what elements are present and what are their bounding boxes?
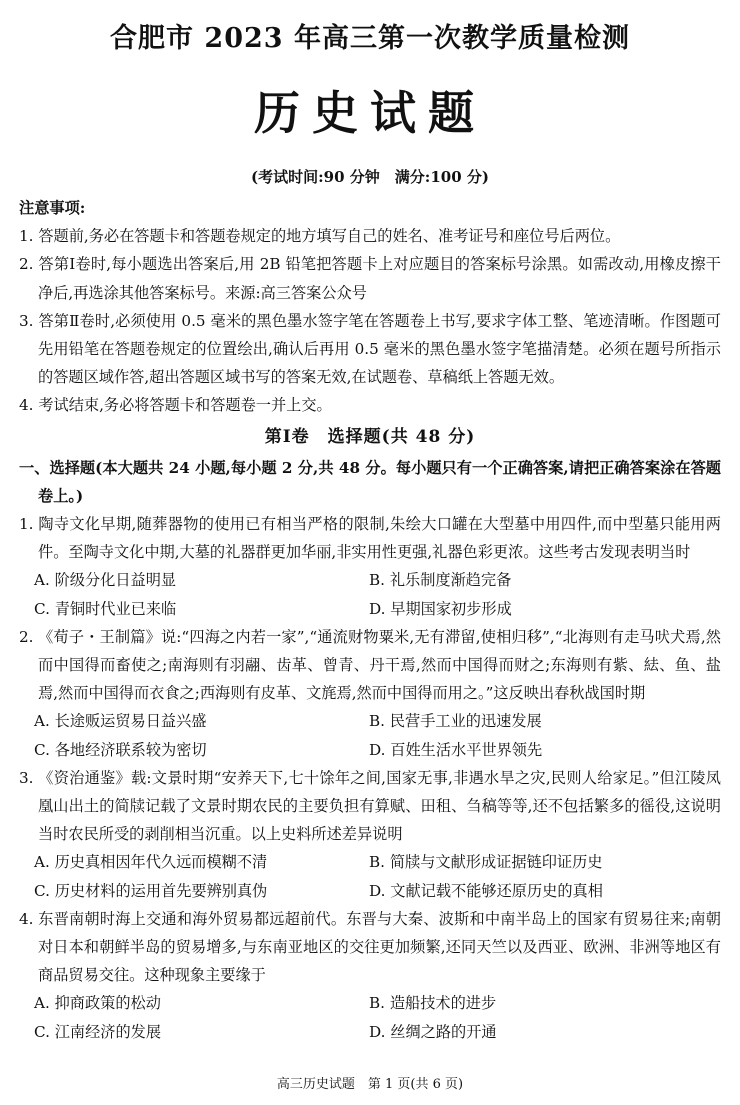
- question-number: 2.: [19, 627, 34, 646]
- question-number: 4.: [19, 909, 34, 928]
- option-a: A. 历史真相因年代久远而模糊不清: [34, 853, 268, 872]
- exam-meta: (考试时间:90 分钟 满分:100 分): [251, 168, 489, 186]
- option-a: A. 抑商政策的松动: [34, 994, 161, 1013]
- question-number: 1.: [19, 515, 34, 534]
- note-item: 4. 考试结束,务必将答题卡和答题卷一并上交。: [19, 396, 332, 415]
- option-c: C. 青铜时代业已来临: [34, 599, 177, 618]
- option-d: D. 早期国家初步形成: [369, 599, 512, 618]
- question-number: 3.: [19, 768, 34, 787]
- notes-label: 注意事项:: [19, 199, 86, 217]
- option-d: D. 文献记载不能够还原历史的真相: [369, 881, 603, 900]
- question: [19, 623, 721, 764]
- option-b: B. 民营手工业的迅速发展: [369, 712, 542, 731]
- options: [19, 989, 721, 1045]
- options: [19, 707, 721, 763]
- section-title: 第Ⅰ卷 选择题(共 48 分): [264, 426, 476, 447]
- option-c: C. 江南经济的发展: [34, 1022, 162, 1041]
- section-instruction: 一、选择题(本大题共 24 小题,每小题 2 分,共 48 分。每小题只有一个正确答案,请把正确答案涂在答题卷上。): [19, 458, 721, 505]
- subject-title: 历史试题: [254, 86, 486, 140]
- question: [19, 905, 721, 1046]
- option-a: A. 阶级分化日益明显: [34, 571, 177, 590]
- option-c: C. 历史材料的运用首先要辨别真伪: [34, 881, 268, 900]
- question: [19, 510, 721, 623]
- options: [19, 848, 721, 904]
- question: [19, 764, 721, 905]
- option-d: D. 丝绸之路的开通: [369, 1022, 497, 1041]
- question-stem: 《荀子・王制篇》说:“四海之内若一家”,“通流财物粟米,无有滞留,使相归移”,“北海则有走马吠犬焉,然而中国得而畜使之;南海则有羽翮、齿革、曾青、丹干焉,然而中国得而财之;东海则有紫、紶、鱼、盐焉,然而中国得而衣食之;西海则有皮革、文旄焉,然而中国得而用之。”这反映出春秋战国时期: [38, 627, 721, 703]
- note-item: 1. 答题前,务必在答题卡和答题卷规定的地方填写自己的姓名、准考证号和座位号后两位。: [19, 227, 621, 246]
- option-b: B. 礼乐制度渐趋完备: [369, 571, 512, 590]
- option-a: A. 长途贩运贸易日益兴盛: [34, 712, 207, 731]
- exam-title: 合肥市 2023 年高三第一次教学质量检测: [110, 23, 630, 54]
- exam-body: [19, 194, 721, 1046]
- question-stem: 东晋南朝时海上交通和海外贸易都远超前代。东晋与大秦、波斯和中南半岛上的国家有贸易往来;南朝对日本和朝鲜半岛的贸易增多,与东南亚地区的交往更加频繁,还同天竺以及西亚、欧洲、非洲等地区有商品贸易交往。这种现象主要缘于: [38, 909, 721, 985]
- option-c: C. 各地经济联系较为密切: [34, 740, 207, 759]
- option-b: B. 简牍与文献形成证据链印证历史: [369, 853, 603, 872]
- options: [19, 566, 721, 622]
- note-item: 3. 答第Ⅱ卷时,必须使用 0.5 毫米的黑色墨水签字笔在答题卷上书写,要求字体工整、笔迹清晰。作图题可先用铅笔在答题卷规定的位置绘出,确认后再用 0.5 毫米的黑色墨水签字笔描清楚。必须在题号所指示的答题区域作答,超出答题区域书写的答案无效,在试题卷、草稿纸上答题无效。: [19, 311, 721, 387]
- question-stem: 陶寺文化早期,随葬器物的使用已有相当严格的限制,朱绘大口罐在大型墓中用四件,而中型墓只能用两件。至陶寺文化中期,大墓的礼器群更加华丽,非实用性更强,礼器色彩更浓。这些考古发现表明当时: [38, 515, 721, 562]
- option-b: B. 造船技术的进步: [369, 994, 497, 1013]
- question-stem: 《资治通鉴》载:文景时期“安养天下,七十馀年之间,国家无事,非遇水旱之灾,民则人给家足。”但江陵凤凰山出土的简牍记载了文景时期农民的主要负担有算赋、田租、刍稿等等,还不包括繁多的徭役,这说明当时农民所受的剥削相当沉重。以上史料所述差异说明: [38, 768, 721, 844]
- option-d: D. 百姓生活水平世界领先: [369, 740, 543, 759]
- page-footer: 高三历史试题 第 1 页(共 6 页): [276, 1077, 464, 1092]
- note-item: 2. 答第Ⅰ卷时,每小题选出答案后,用 2B 铅笔把答题卡上对应题目的答案标号涂黑。如需改动,用橡皮擦干净后,再选涂其他答案标号。来源:高三答案公众号: [19, 255, 721, 302]
